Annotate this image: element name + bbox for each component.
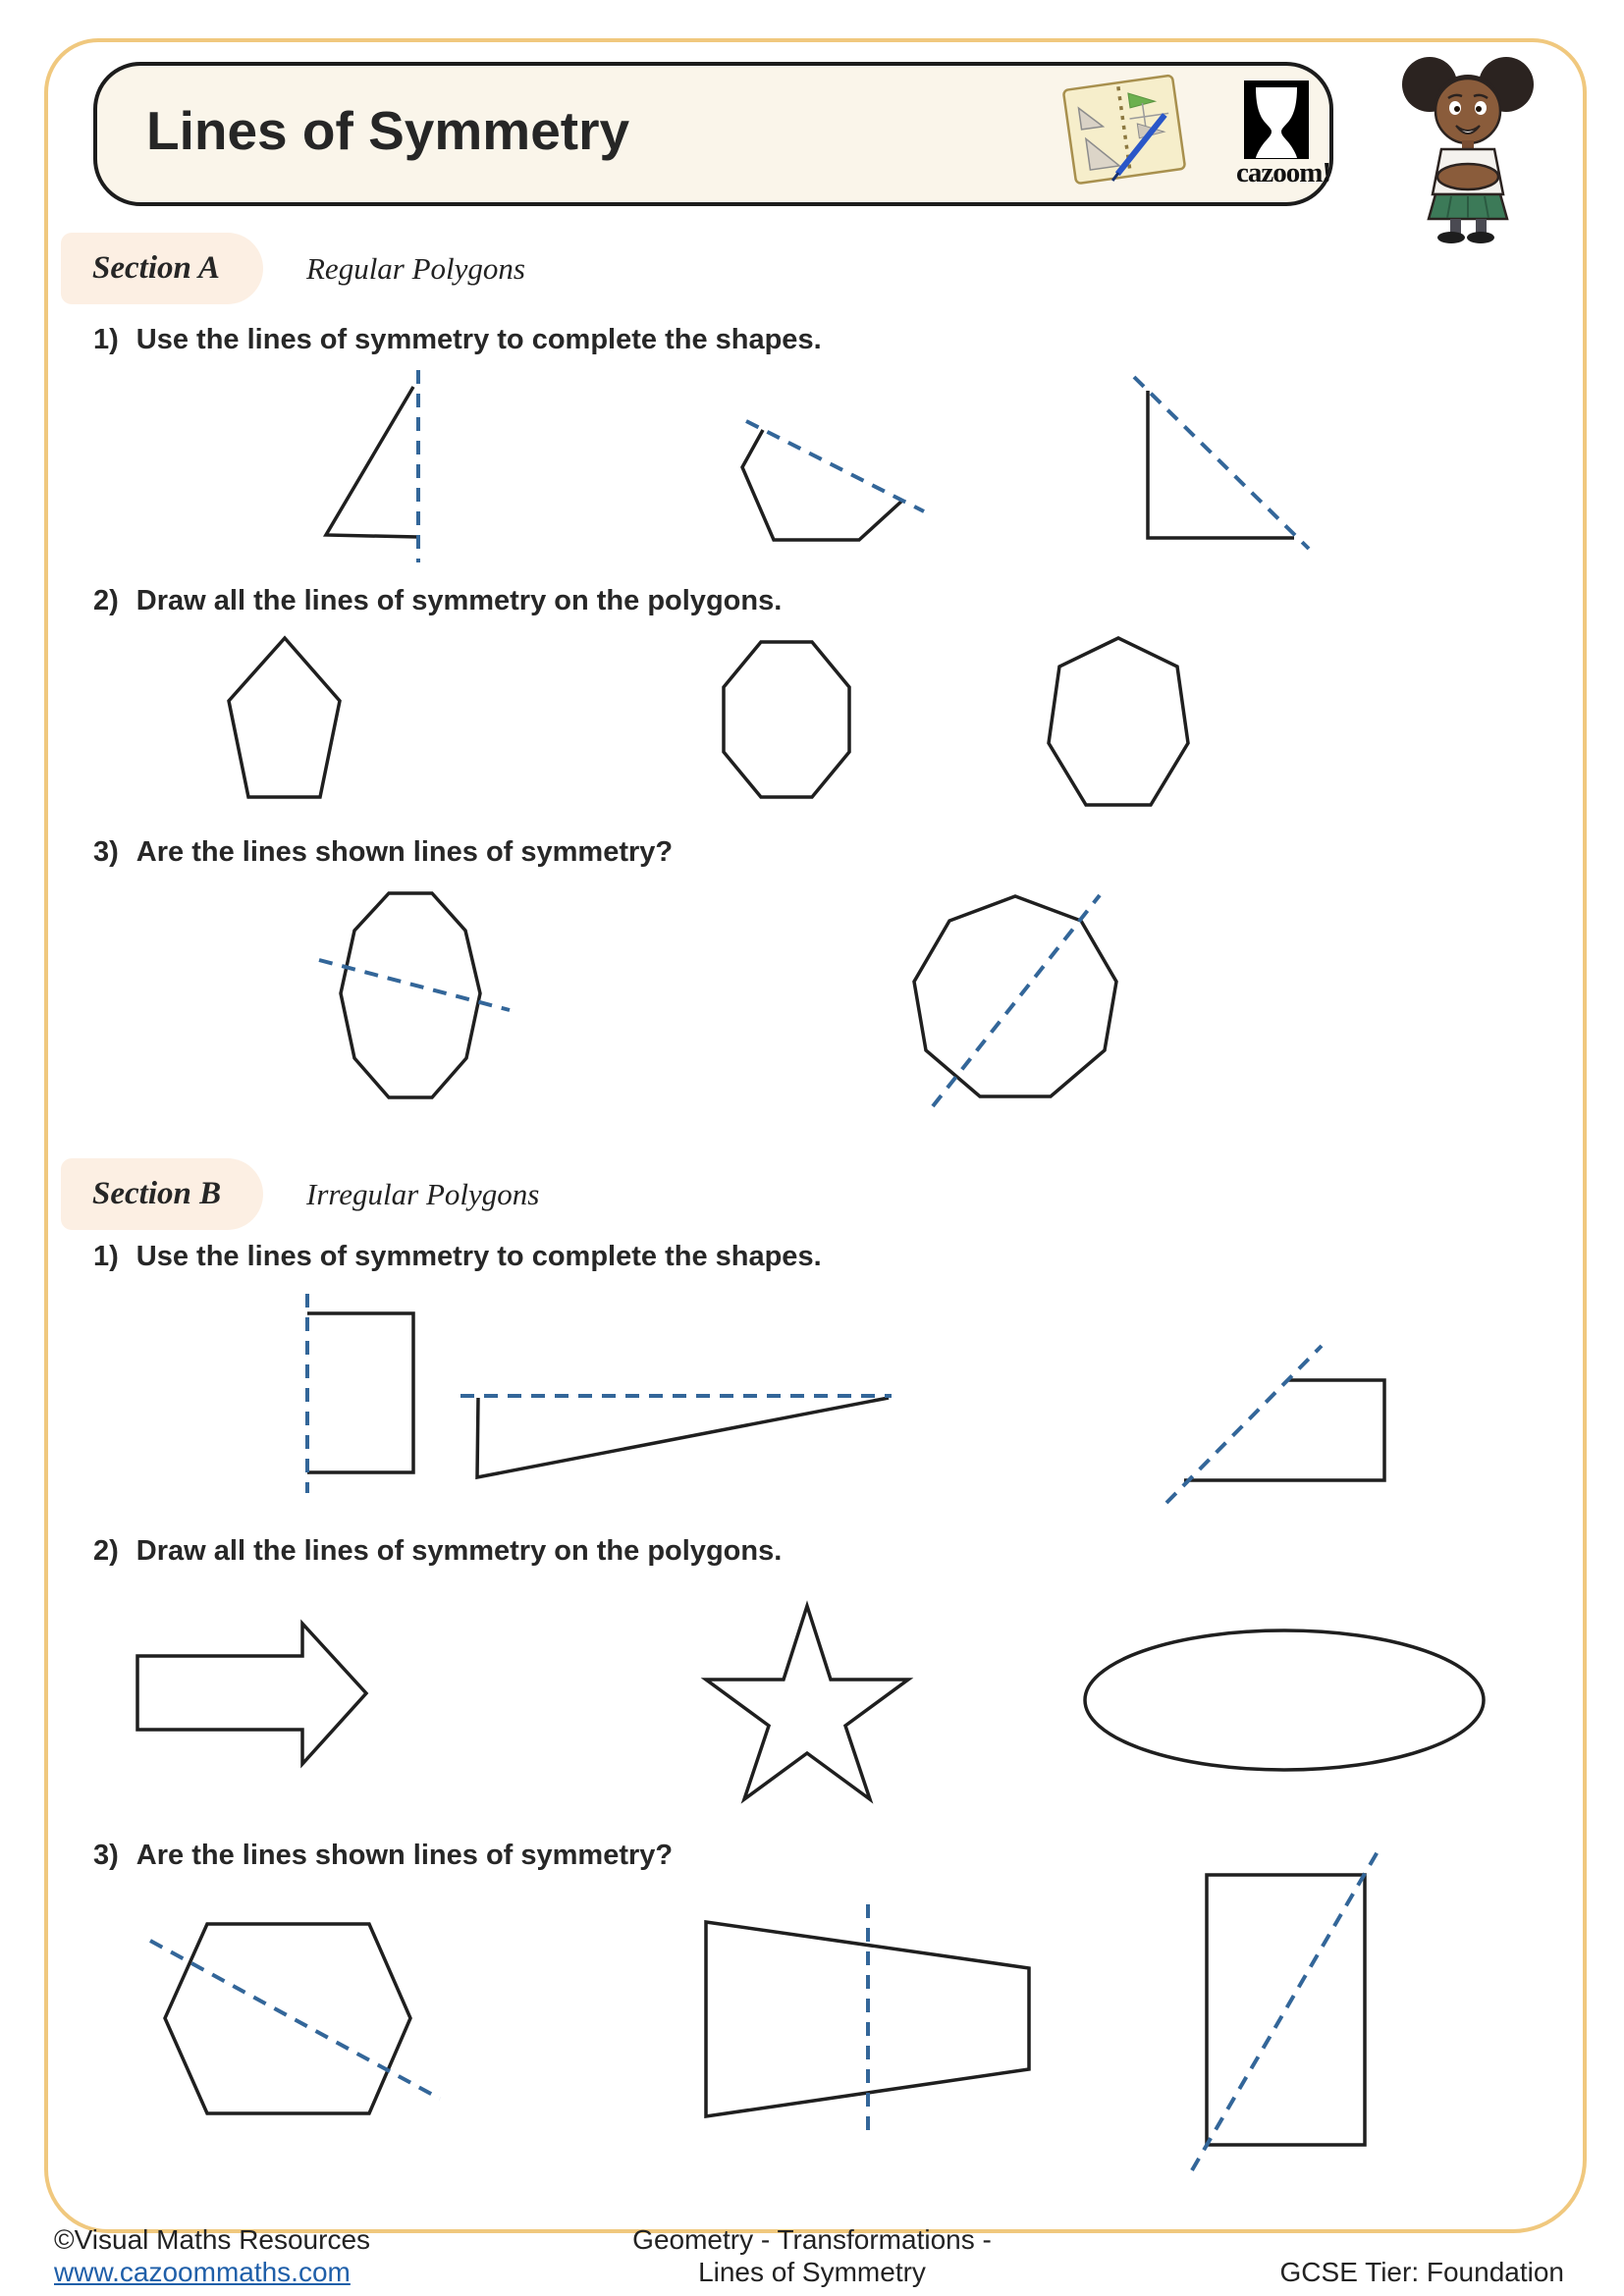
question-text: Are the lines shown lines of symmetry? (135, 1840, 674, 1871)
question-number: 2) (93, 1535, 119, 1567)
section-a-badge-label: Section A (92, 250, 220, 286)
question-number: 3) (93, 836, 119, 868)
question-number: 3) (93, 1840, 119, 1871)
question-text: Use the lines of symmetry to complete the shapes. (135, 324, 822, 355)
question-text: Use the lines of symmetry to complete the shapes. (135, 1241, 822, 1272)
question-text: Draw all the lines of symmetry on the polygons. (135, 1535, 783, 1567)
section-b-badge-label: Section B (92, 1176, 222, 1211)
question-number: 1) (93, 1241, 119, 1272)
footer-topic-line1: Geometry - Transformations - (632, 2224, 992, 2255)
section-b-subtitle: Irregular Polygons (306, 1177, 540, 1211)
footer-copyright: ©Visual Maths Resources (54, 2224, 371, 2255)
question-number: 1) (93, 324, 119, 355)
section-a-subtitle: Regular Polygons (306, 251, 525, 286)
footer-topic-line2: Lines of Symmetry (698, 2257, 926, 2287)
question-text: Are the lines shown lines of symmetry? (135, 836, 674, 868)
cazoom-logo-text: cazoom! (1235, 157, 1331, 188)
page-title: Lines of Symmetry (146, 100, 630, 161)
question-text: Draw all the lines of symmetry on the polygons. (135, 585, 783, 616)
footer-website-link[interactable]: www.cazoommaths.com (54, 2257, 351, 2287)
question-number: 2) (93, 585, 119, 616)
footer-tier: GCSE Tier: Foundation (1279, 2257, 1564, 2287)
